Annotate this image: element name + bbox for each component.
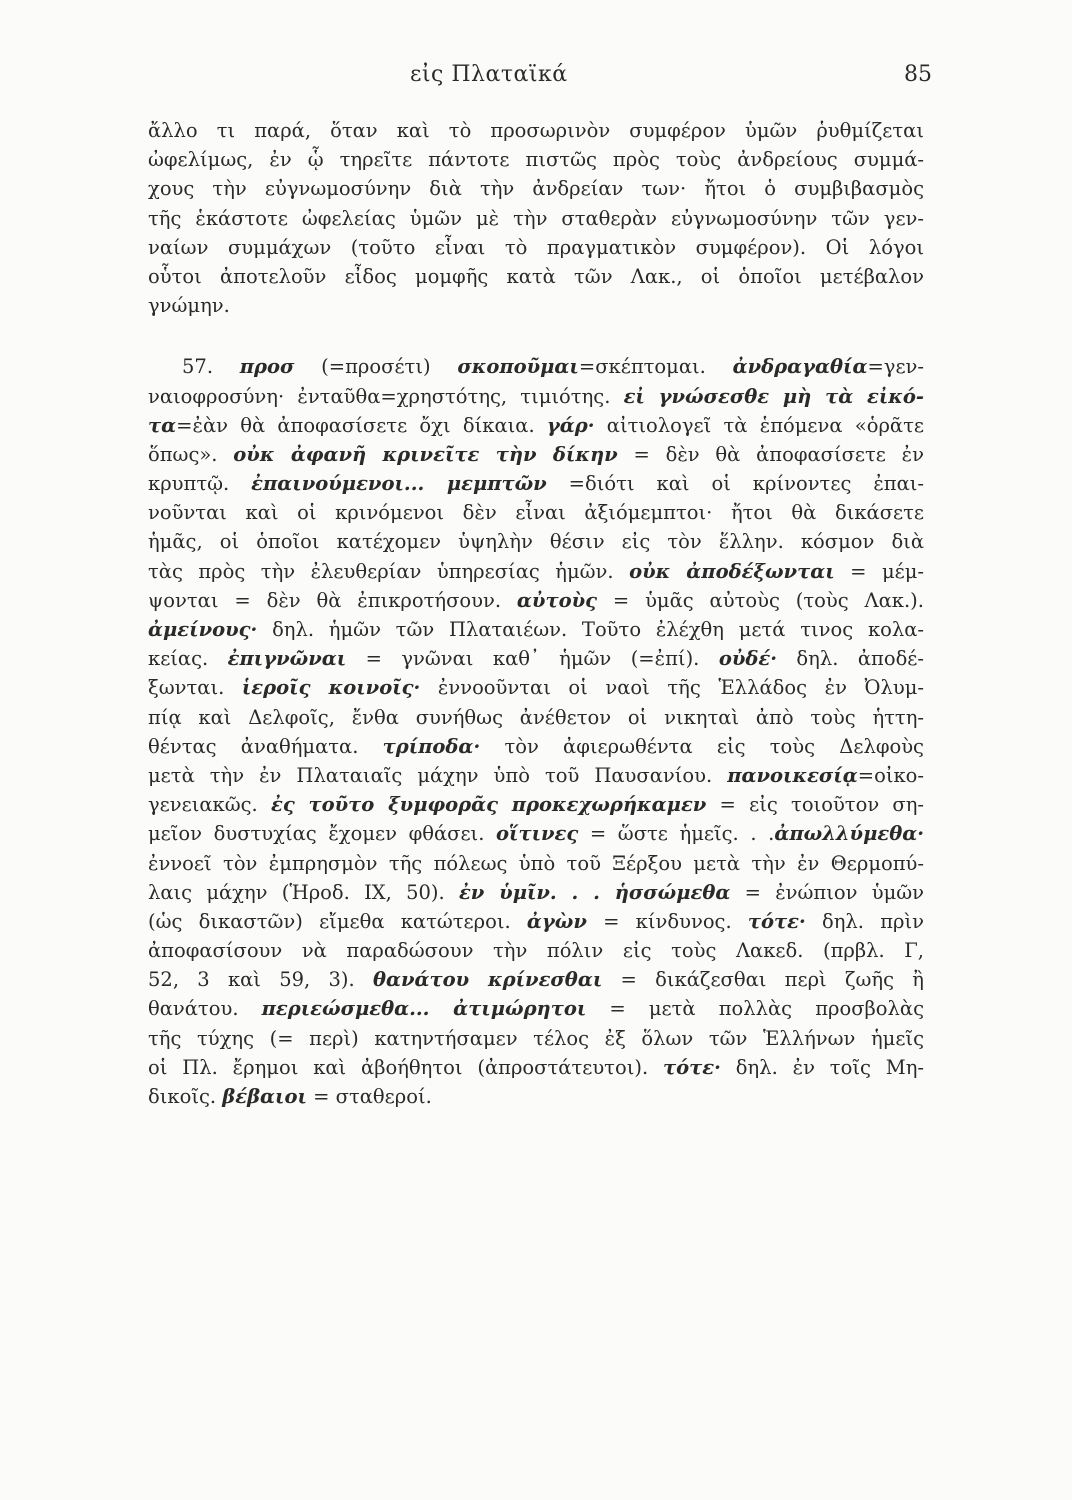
gloss: λαις μάχην (Ἡροδ. IX, 50). — [148, 880, 459, 904]
running-head-title: εἰς Πλαταϊκά — [410, 62, 568, 87]
text-line — [148, 849, 924, 878]
lemma: τότε· — [663, 1055, 721, 1079]
text-line — [148, 469, 924, 498]
gloss: ὅπως». — [148, 442, 234, 466]
gloss: ἀποφασίσουν νὰ παραδώσουν τὴν πόλιν εἰς τοὺς Λακεδ. (πρβλ. Γ, — [148, 939, 924, 963]
text-line — [148, 994, 924, 1023]
text-line — [148, 1024, 924, 1053]
lemma: ἱεροῖς κοινοῖς· — [241, 676, 421, 700]
gloss: δικοῖς. — [148, 1085, 223, 1108]
lemma: τρίποδα· — [382, 734, 481, 758]
text-line — [148, 936, 924, 965]
lemma: ἀμείνους· — [148, 618, 258, 641]
lemma: οἵτινες — [496, 822, 579, 846]
gloss: = ἐνώπιον ὑμῶν — [730, 880, 924, 904]
gloss: ἐννοοῦνται οἱ ναοὶ τῆς Ἑλλάδος ἐν Ὀλυμ- — [420, 676, 924, 700]
page-number: 85 — [904, 62, 932, 87]
gloss: μεῖον δυστυχίας ἔχομεν φθάσει. — [148, 822, 496, 846]
text-line: ναίων συμμάχων (τοῦτο εἶναι τὸ πραγματικὸν συμφέρον). Οἱ λόγοι — [148, 235, 924, 259]
text-line — [148, 527, 924, 556]
gloss: = εἰς τοιοῦτον ση- — [706, 793, 924, 817]
text-line — [148, 703, 924, 732]
text-line — [148, 907, 924, 936]
gloss: τῆς τύχης (= περὶ) κατηντήσαμεν τέλος ἐξ ὅλων τῶν Ἑλλήνων ἡμεῖς — [148, 1026, 924, 1050]
gloss: = μετὰ πολλὰς προσβολὰς — [586, 997, 924, 1021]
lemma: βέβαιοι — [222, 1085, 307, 1108]
gloss: δηλ. ἀποδέ- — [777, 647, 924, 671]
lemma: γάρ· — [546, 413, 595, 437]
text-line — [148, 615, 924, 644]
text-line — [148, 352, 924, 381]
lemma: ἀνδραγαθία — [732, 355, 868, 379]
gloss: = κίνδυνος. — [586, 909, 748, 933]
gloss: γενειακῶς. — [148, 793, 271, 817]
text-line — [148, 790, 924, 819]
text-line — [148, 644, 924, 673]
lemma: εἰ γνώσεσθε μὴ τὰ εἰκό- — [623, 384, 924, 408]
lemma: αὐτοὺς — [516, 588, 597, 612]
gloss: κρυπτῷ. — [148, 472, 252, 496]
text-line — [148, 498, 924, 527]
text-line — [148, 819, 924, 848]
section-number: 57. — [182, 355, 240, 379]
text-line: χους τὴν εὐγνωμοσύνην διὰ τὴν ἀνδρείαν των· ἤτοι ὁ συμβιβασμὸς — [148, 177, 924, 201]
gloss: =ἐὰν θὰ ἀποφασίσετε ὄχι δίκαια. — [176, 413, 547, 437]
gloss: μετὰ τὴν ἐν Πλαταιαῖς μάχην ὑπὸ τοῦ Παυσανίου. — [148, 763, 728, 787]
gloss: ἡμᾶς, οἱ ὁποῖοι κατέχομεν ὑψηλὴν θέσιν εἰς τὸν ἕλλην. κόσμον διὰ — [148, 530, 924, 554]
text-line: ἄλλο τι παρά, ὅταν καὶ τὸ προσωρινὸν συμφέρον ὑμῶν ῥυθμίζεται — [148, 119, 924, 142]
text-line — [148, 440, 924, 469]
text-line — [148, 761, 924, 790]
lemma: περιεώσμεθα... ἀτιμώρητοι — [261, 997, 587, 1021]
text-line — [148, 1053, 924, 1082]
text-line: ὠφελίμως, ἐν ᾧ τηρεῖτε πάντοτε πιστῶς πρὸς τοὺς ἀνδρείους συμμά- — [148, 148, 924, 172]
gloss: = ὑμᾶς αὐτοὺς (τοὺς Λακ.). — [596, 588, 924, 612]
gloss: τὰς πρὸς τὴν ἐλευθερίαν ὑπηρεσίας ἡμῶν. — [148, 559, 630, 583]
lemma: θανάτου κρίνεσθαι — [372, 968, 603, 992]
gloss: οἱ Πλ. ἔρημοι καὶ ἀβοήθητοι (ἀπροστάτευτοι). — [148, 1055, 664, 1079]
gloss: =σκέπτομαι. — [578, 355, 733, 379]
gloss: = δὲν θὰ ἀποφασίσετε ἐν — [617, 442, 924, 466]
page-body — [148, 116, 924, 1111]
gloss: =γεν- — [867, 355, 924, 379]
gloss: αἰτιολογεῖ τὰ ἑπόμενα «ὁρᾶτε — [594, 413, 924, 437]
text-line — [148, 382, 924, 411]
gloss: ναιοφροσύνη· ἐνταῦθα=χρηστότης, τιμιότης. — [148, 384, 624, 408]
gloss: δηλ. πρὶν — [805, 909, 924, 933]
lemma: ἐπιγνῶναι — [227, 647, 347, 671]
text-line — [148, 557, 924, 586]
lemma: σκοποῦμαι — [457, 355, 579, 379]
text-line — [148, 586, 924, 615]
lemma: τότε· — [747, 909, 806, 933]
text-line — [148, 732, 924, 761]
paragraph-gap — [148, 320, 924, 352]
gloss: = σταθεροί. — [306, 1085, 432, 1108]
text-line — [148, 673, 924, 702]
lemma: ἐν ὑμῖν. . . ἡσσώμεθα — [458, 880, 731, 904]
gloss: δηλ. ἡμῶν τῶν Πλαταιέων. Τοῦτο ἐλέχθη μετά τινος κολα- — [257, 618, 924, 641]
text-line: οὗτοι ἀποτελοῦν εἶδος μομφῆς κατὰ τῶν Λακ., οἱ ὁποῖοι μετέβαλον — [148, 264, 924, 288]
text-line — [148, 411, 924, 440]
gloss: = ὥστε ἡμεῖς. . . — [578, 822, 775, 846]
gloss: ξωνται. — [148, 676, 242, 700]
gloss: θέντας ἀναθήματα. — [148, 734, 383, 758]
gloss: πίᾳ καὶ Δελφοῖς, ἔνθα συνήθως ἀνέθετον οἱ νικηταὶ ἀπὸ τοὺς ἡττη- — [148, 705, 924, 729]
gloss: θανάτου. — [148, 997, 262, 1021]
gloss: ἐννοεῖ τὸν ἐμπρησμὸν τῆς πόλεως ὑπὸ τοῦ Ξέρξου μετὰ τὴν ἐν Θερμοπύ- — [148, 851, 924, 875]
lemma: προσ — [239, 355, 295, 379]
lemma: οὐκ ἀφανῆ κρινεῖτε τὴν δίκην — [233, 442, 618, 466]
lemma: ἀγὼν — [526, 909, 587, 933]
gloss: (ὡς δικαστῶν) εἴμεθα κατώτεροι. — [148, 909, 527, 933]
lemma: τα — [148, 413, 177, 437]
running-head — [0, 62, 1072, 92]
lemma: ἐπαινούμενοι... μεμπτῶν — [251, 472, 547, 496]
text-line — [148, 1082, 924, 1111]
lemma: οὐδέ· — [718, 647, 777, 671]
text-line — [148, 965, 924, 994]
gloss: κείας. — [148, 647, 228, 671]
text-line — [148, 878, 924, 907]
gloss: (=προσέτι) — [294, 355, 458, 379]
gloss: ψονται = δὲν θὰ ἐπικροτήσουν. — [148, 588, 517, 612]
lemma: ἐς τοῦτο ξυμφορᾶς προκεχωρήκαμεν — [270, 793, 707, 817]
gloss: =διότι καὶ οἱ κρίνοντες ἐπαι- — [546, 472, 924, 496]
gloss: =οἰκο- — [857, 763, 924, 787]
gloss: = γνῶναι καθ᾽ ἡμῶν (=ἐπί). — [346, 647, 719, 671]
lemma: πανοικεσίᾳ — [727, 763, 858, 787]
gloss: τὸν ἀφιερωθέντα εἰς τοὺς Δελφοὺς — [480, 734, 924, 758]
gloss: = μέμ- — [834, 559, 924, 583]
gloss: δηλ. ἐν τοῖς Μη- — [720, 1055, 924, 1079]
text-line: γνώμην. — [148, 294, 230, 318]
gloss: 52, 3 καὶ 59, 3). — [148, 968, 373, 992]
lemma: ἀπωλλύμεθα· — [774, 822, 924, 846]
gloss: = δικάζεσθαι περὶ ζωῆς ἢ — [602, 968, 924, 992]
gloss: νοῦνται καὶ οἱ κρινόμενοι δὲν εἶναι ἀξιόμεμπτοι· ἤτοι θὰ δικάσετε — [148, 501, 924, 525]
text-line: τῆς ἑκάστοτε ὠφελείας ὑμῶν μὲ τὴν σταθερὰν εὐγνωμοσύνην τῶν γεν- — [148, 206, 924, 230]
lemma: οὐκ ἀποδέξωνται — [629, 559, 835, 583]
